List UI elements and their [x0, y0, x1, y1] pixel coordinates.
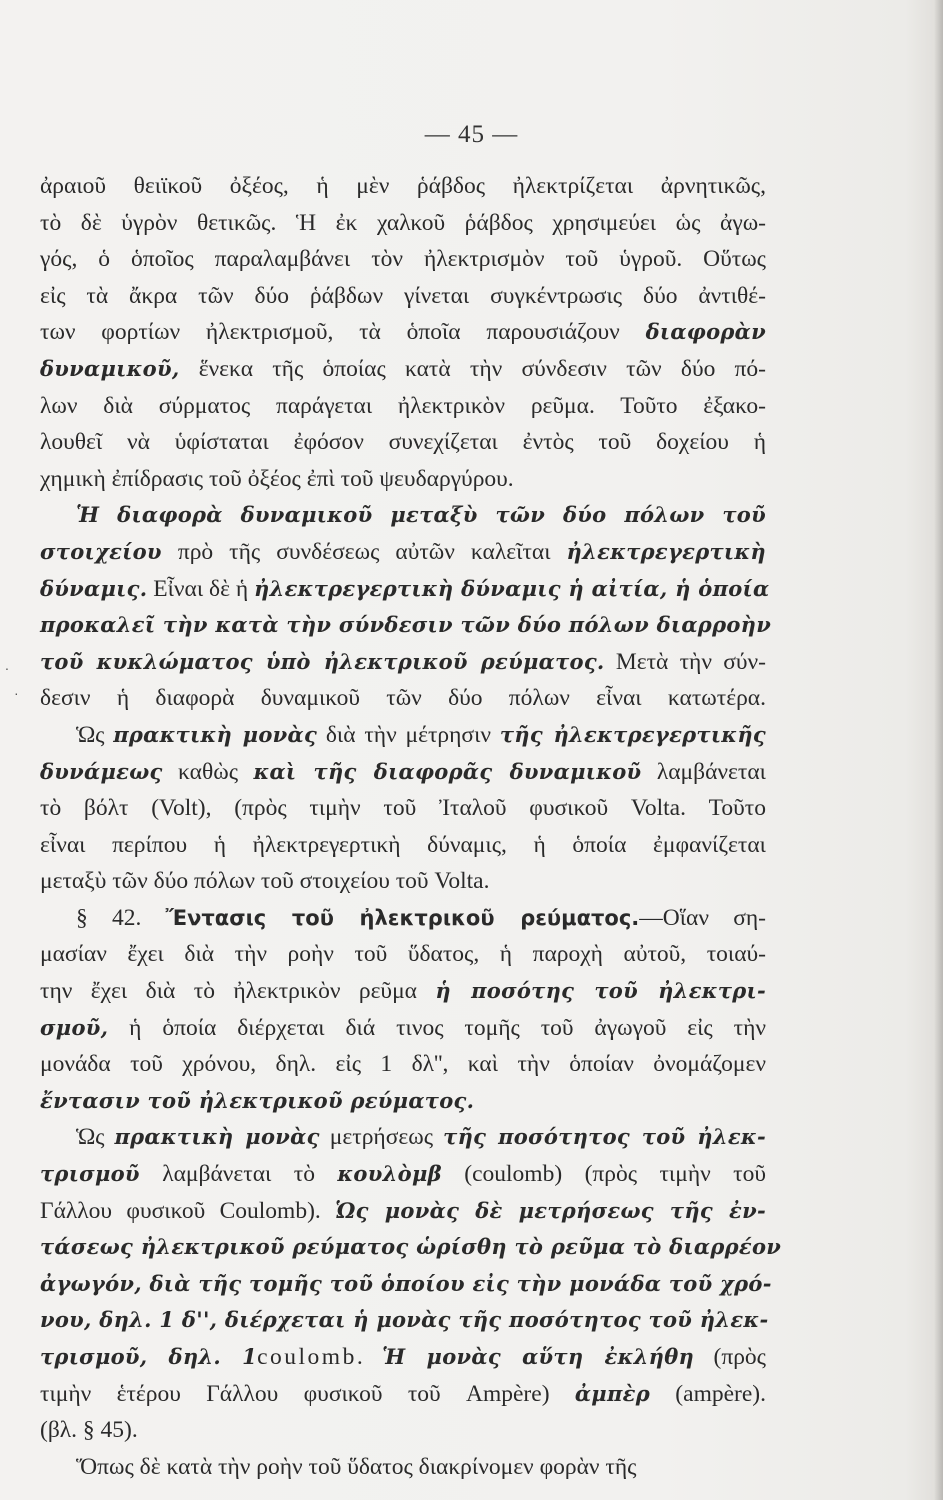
text-segment: Ὡς: [76, 721, 114, 748]
text-line: [40, 1376, 766, 1413]
text-line: [40, 973, 766, 1010]
text-line: [40, 1339, 766, 1376]
text-line: [40, 534, 766, 571]
text-line: [40, 205, 766, 242]
text-segment: (πρὸς: [694, 1344, 766, 1370]
emphasis-text: πρακτικὴ μονὰς: [113, 721, 318, 747]
emphasis-text: ἀμπὲρ: [574, 1380, 650, 1406]
text-segment: —Οἵαν ση-: [639, 904, 766, 931]
text-line: [40, 241, 766, 278]
text-line: [40, 863, 766, 900]
margin-mark: ·: [14, 685, 19, 701]
section-heading: Ἔντασις τοῦ ἠλεκτρικοῦ ρεύματος.: [165, 905, 640, 930]
text-line: [40, 754, 766, 791]
text-segment: Ὅπως δὲ κατὰ τὴν ροὴν τοῦ ὕδατος διακρίνομεν φορὰν τῆς: [76, 1453, 637, 1480]
text-segment: ἀραιοῦ θειϊκοῦ ὀξέος, ἡ μὲν ῥάβδος ἠλεκτρίζεται ἀρνητικῶς,: [40, 173, 766, 199]
text-line: [40, 717, 766, 754]
body-text: [40, 168, 782, 1485]
text-segment: τιμὴν ἑτέρου Γάλλου φυσικοῦ τοῦ Ampère): [40, 1380, 575, 1407]
text-segment: διὰ τὴν μέτρησιν: [317, 721, 500, 748]
text-line: [40, 168, 766, 205]
text-line: [40, 644, 766, 681]
emphasis-text: ἠλεκτρεγερτικὴ: [566, 538, 766, 564]
text-line: [40, 1449, 766, 1486]
emphasis-text: τῆς ποσότητος τοῦ ἠλεκ-: [443, 1124, 766, 1150]
text-segment: των φορτίων ἠλεκτρισμοῦ, τὰ ὁποῖα παρουσιάζουν: [40, 319, 646, 346]
text-line: [40, 1156, 766, 1193]
text-line: [40, 497, 766, 534]
text-line: [40, 424, 766, 461]
emphasis-text: ἔντασιν τοῦ ἠλεκτρικοῦ ρεύματος.: [40, 1087, 475, 1113]
text-segment: μεταξὺ τῶν δύο πόλων τοῦ στοιχείου τοῦ Volta.: [40, 868, 490, 895]
emphasis-text: τῆς ἠλεκτρεγερτικῆς: [499, 721, 766, 747]
emphasis-text: τάσεως ἠλεκτρικοῦ ρεύματος ὡρίσθη τὸ ρεῦμα τὸ διαρρέον: [40, 1234, 782, 1260]
margin-mark: .: [5, 657, 9, 673]
text-segment: μασίαν ἔχει διὰ τὴν ροὴν τοῦ ὕδατος, ἡ παροχὴ αὐτοῦ, τοιαύ-: [40, 941, 766, 968]
text-line: [40, 1266, 772, 1303]
text-line: [40, 1229, 782, 1266]
emphasis-text: τοῦ κυκλώματος ὑπὸ ἠλεκτρικοῦ ρεύματος.: [40, 648, 605, 674]
emphasis-text: Ἡ διαφορὰ δυναμικοῦ μεταξὺ τῶν δύο πόλων τοῦ: [76, 502, 766, 528]
page-edge-shadow: [934, 0, 943, 1500]
emphasis-text: νου, δηλ. 1 δ'', διέρχεται ἡ μονὰς τῆς ποσότητος τοῦ ἠλεκ-: [40, 1307, 769, 1333]
text-segment: μονάδα τοῦ χρόνου, δηλ. εἰς 1 δλ'', καὶ τὴν ὁποίαν ὀνομάζομεν: [40, 1051, 766, 1078]
text-segment: γός, ὁ ὁποῖος παραλαμβάνει τὸν ἠλεκτρισμὸν τοῦ ὑγροῦ. Οὕτως: [40, 246, 766, 273]
emphasis-text: δυνάμεως: [40, 758, 163, 784]
text-segment: την ἔχει διὰ τὸ ἠλεκτρικὸν ρεῦμα: [40, 978, 436, 1005]
text-segment: Μετὰ τὴν σύν-: [604, 648, 766, 675]
text-line: [40, 461, 766, 498]
text-line: [40, 790, 766, 827]
text-line: [40, 900, 766, 937]
text-segment: λων διὰ σύρματος παράγεται ἠλεκτρικὸν ρεῦμα. Τοῦτο ἐξακο-: [40, 392, 766, 419]
text-segment: coulomb: [257, 1344, 357, 1370]
text-segment: § 42.: [76, 904, 166, 931]
text-line: [40, 388, 766, 425]
emphasis-text: τρισμοῦ, δηλ. 1: [40, 1344, 258, 1369]
text-line: [40, 278, 766, 315]
text-segment: λουθεῖ νὰ ὑφίσταται ἐφόσον συνεχίζεται ἐντὸς τοῦ δοχείου ἡ: [40, 429, 766, 456]
emphasis-text: τρισμοῦ: [40, 1161, 140, 1187]
emphasis-text: διαφορὰν: [645, 319, 766, 345]
text-segment: .: [356, 1344, 383, 1370]
emphasis-text: σμοῦ,: [40, 1014, 109, 1040]
text-segment: λαμβάνεται τὸ: [139, 1161, 338, 1188]
emphasis-text: δυναμικοῦ,: [40, 355, 180, 381]
text-segment: τὸ δὲ ὑγρὸν θετικῶς. Ἡ ἐκ χαλκοῦ ῥάβδος χρησιμεύει ὡς ἀγω-: [40, 209, 766, 236]
text-segment: μετρήσεως: [319, 1124, 444, 1151]
text-line: [40, 827, 766, 864]
text-segment: ἕνεκα τῆς ὁποίας κατὰ τὴν σύνδεσιν τῶν δύο πό-: [179, 355, 766, 382]
emphasis-text: προκαλεῖ τὴν κατὰ τὴν σύνδεσιν τῶν δύο πόλων διαρροὴν: [40, 612, 772, 638]
text-segment: τὸ βόλτ (Volt), (πρὸς τιμὴν τοῦ Ἰταλοῦ φυσικοῦ Volta. Τοῦτο: [40, 795, 766, 822]
text-segment: Εἶναι δὲ ἡ: [147, 575, 255, 602]
text-segment: λαμβάνεται: [641, 758, 766, 785]
text-line: [40, 1412, 766, 1449]
text-line: [40, 1302, 769, 1339]
text-segment: πρὸ τῆς συνδέσεως αὐτῶν καλεῖται: [161, 538, 567, 565]
text-segment: (βλ. § 45).: [40, 1417, 138, 1444]
text-segment: Γάλλου φυσικοῦ Coulomb).: [40, 1197, 336, 1224]
text-line: [40, 1046, 766, 1083]
text-line: [40, 1119, 766, 1156]
text-line: [40, 314, 766, 351]
emphasis-text: δύναμις.: [40, 575, 148, 601]
text-line: [40, 1193, 766, 1230]
text-segment: (ampère).: [649, 1380, 766, 1407]
text-line: [40, 1010, 766, 1047]
emphasis-text: Ἡ μονὰς αὕτη ἐκλήθη: [382, 1344, 695, 1369]
emphasis-text: ἠλεκτρεγερτικὴ δύναμις ἡ αἰτία, ἡ ὁποία: [254, 575, 770, 601]
text-segment: εἰς τὰ ἄκρα τῶν δύο ῥάβδων γίνεται συγκέντρωσις δύο ἀντιθέ-: [40, 282, 766, 309]
text-line: [40, 680, 766, 717]
text-line: [40, 936, 766, 973]
text-segment: δεσιν ἡ διαφορὰ δυναμικοῦ τῶν δύο πόλων εἶναι κατωτέρα.: [40, 685, 766, 712]
text-line: [40, 571, 770, 608]
emphasis-text: στοιχείου: [40, 538, 162, 564]
text-line: [40, 607, 772, 644]
text-segment: ἡ ὁποία διέρχεται διά τινος τομῆς τοῦ ἀγωγοῦ εἰς τὴν: [108, 1014, 766, 1041]
text-segment: (coulomb) (πρὸς τιμὴν τοῦ: [441, 1161, 766, 1188]
text-segment: χημικὴ ἐπίδρασις τοῦ ὀξέος ἐπὶ τοῦ ψευδαργύρου.: [40, 465, 514, 492]
text-line: [40, 351, 766, 388]
emphasis-text: πρακτικὴ μονὰς: [114, 1124, 320, 1150]
text-segment: καθὼς: [162, 758, 254, 785]
text-segment: Ὡς: [76, 1124, 115, 1151]
emphasis-text: ἡ ποσότης τοῦ ἠλεκτρι-: [435, 978, 766, 1004]
emphasis-text: Ὡς μονὰς δὲ μετρήσεως τῆς ἐν-: [335, 1197, 766, 1223]
page-number: — 45 —: [424, 121, 519, 148]
text-line: [40, 1083, 766, 1120]
emphasis-text: κουλὸμβ: [337, 1161, 442, 1187]
emphasis-text: καὶ τῆς διαφορᾶς δυναμικοῦ: [253, 758, 642, 784]
emphasis-text: ἀγωγόν, διὰ τῆς τομῆς τοῦ ὁποίου εἰς τὴν μονάδα τοῦ χρό-: [40, 1270, 772, 1296]
text-segment: εἶναι περίπου ἡ ἠλεκτρεγερτικὴ δύναμις, ἡ ὁποία ἐμφανίζεται: [40, 831, 766, 858]
